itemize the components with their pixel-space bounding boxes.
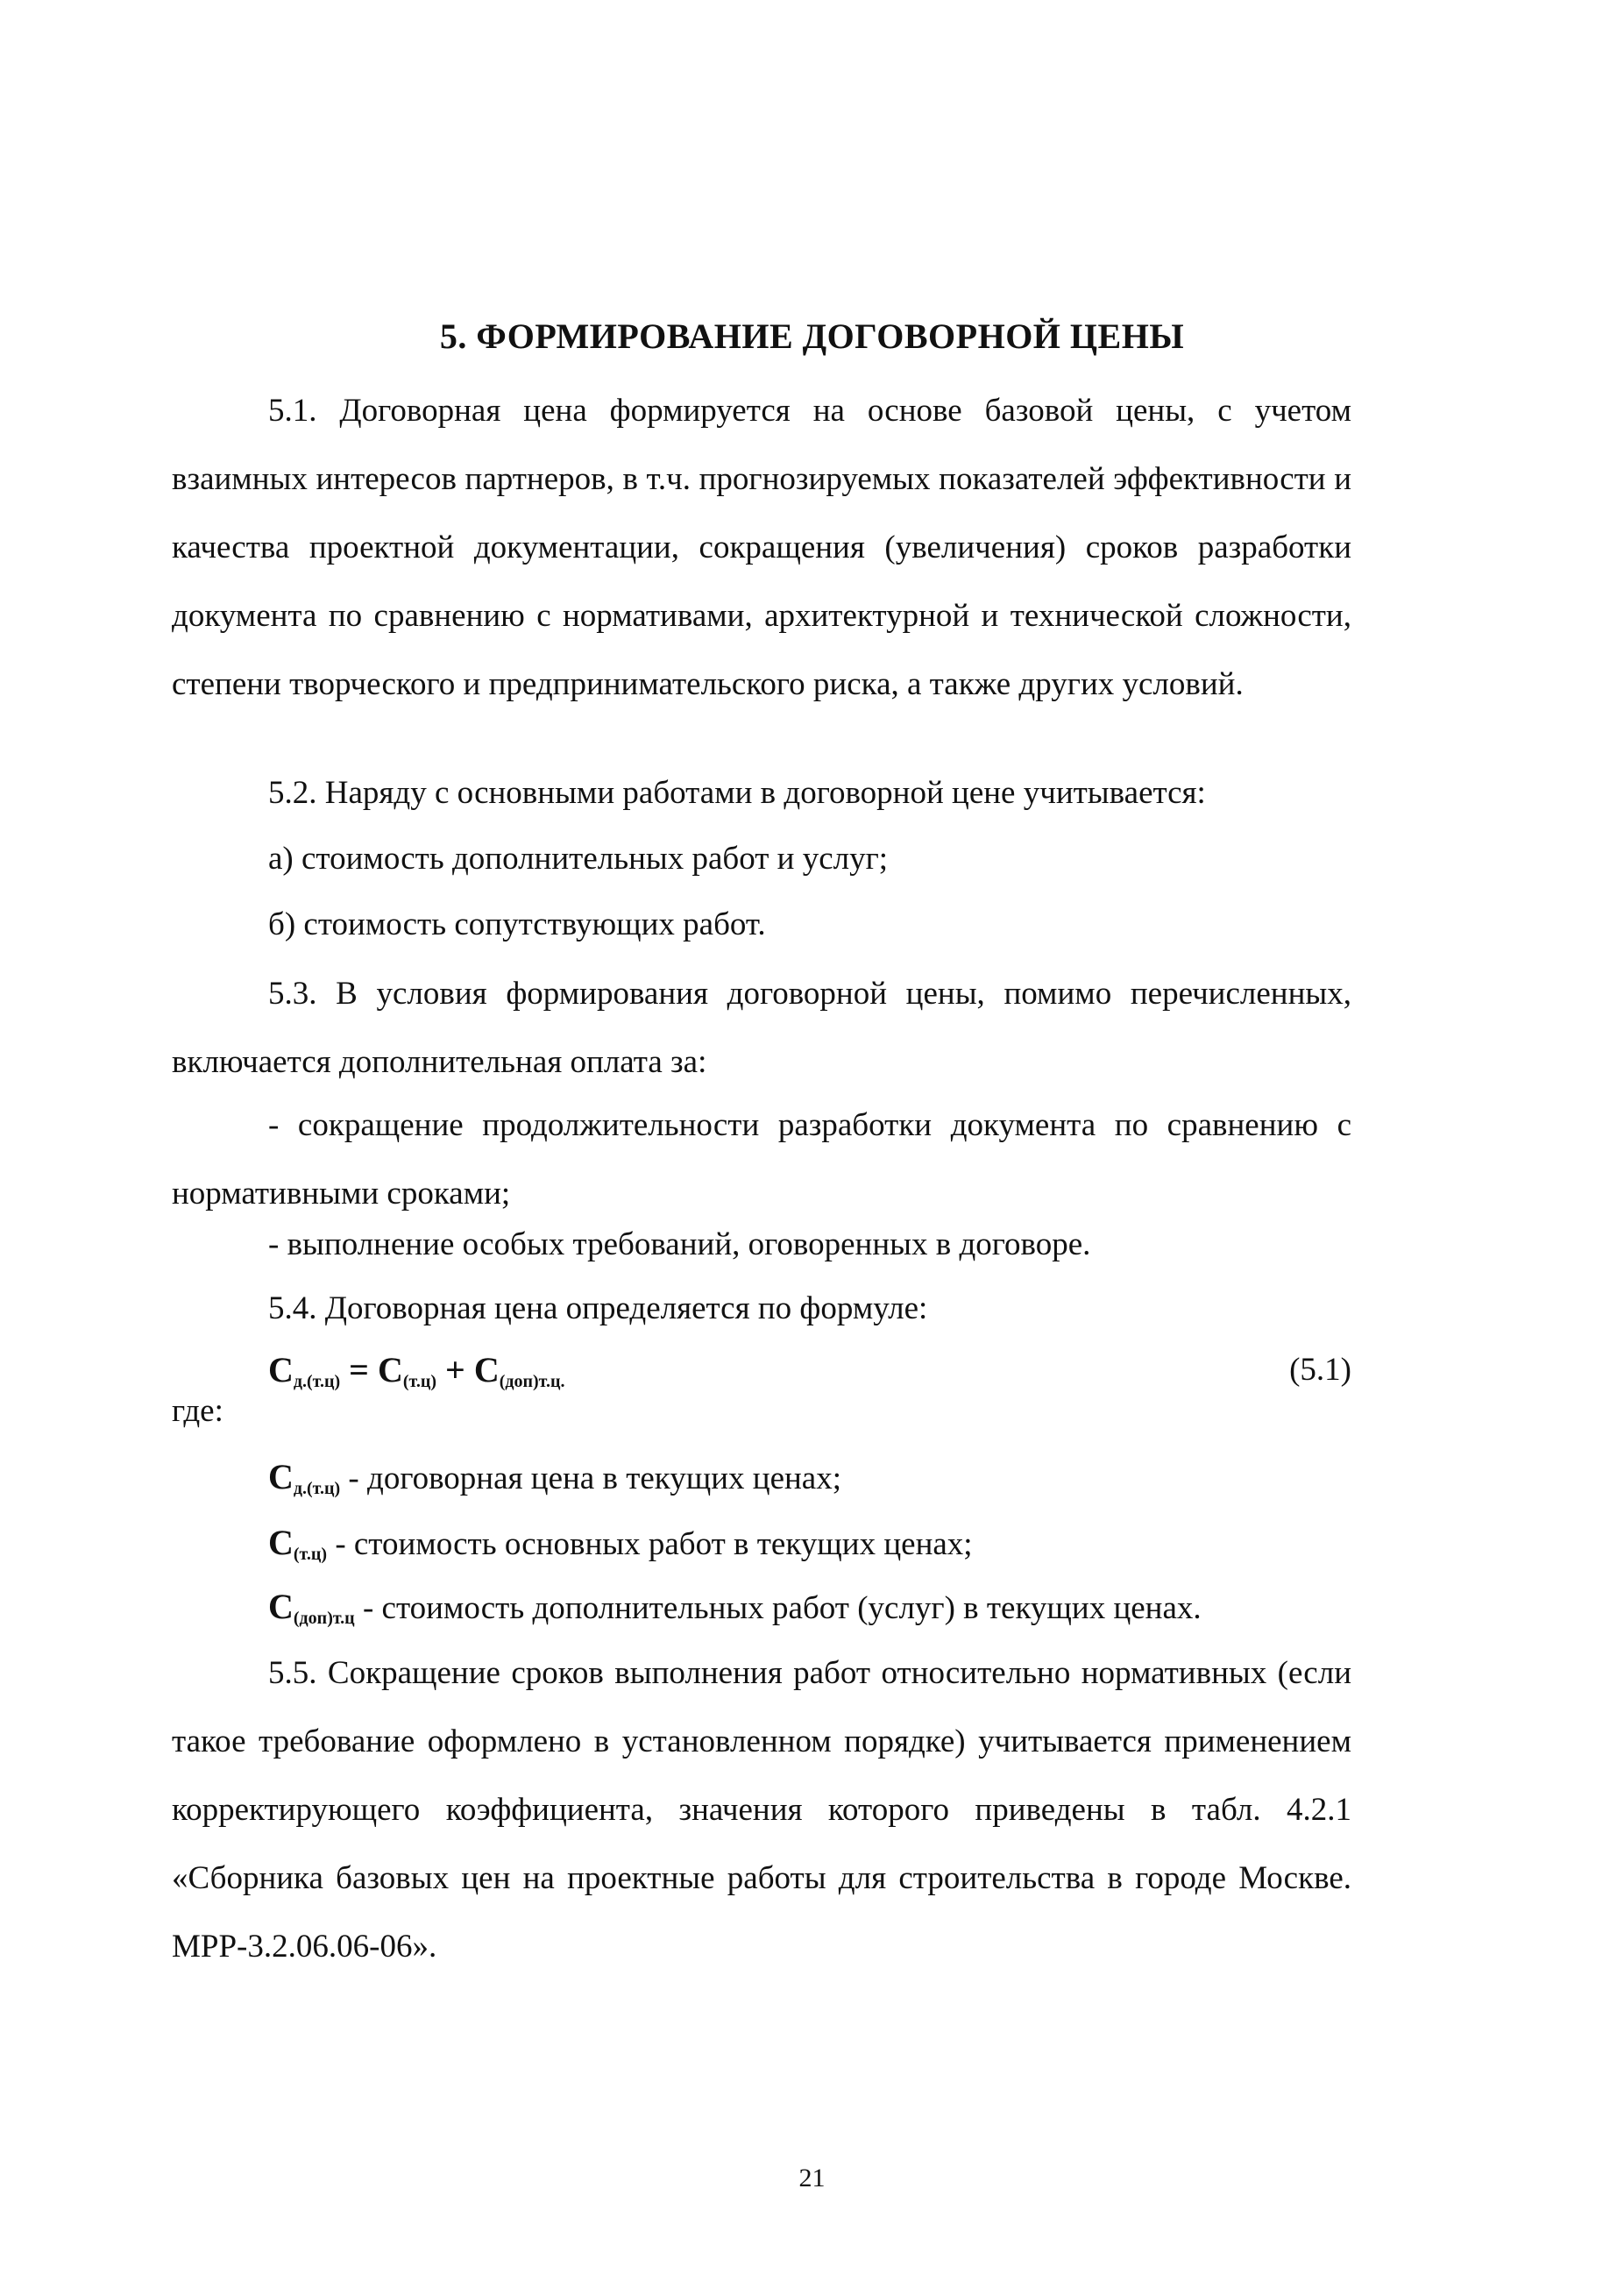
paragraph-5-2: 5.2. Наряду с основными работами в договорной цене учитывается: [268,775,1206,811]
paragraph-5-5: 5.5. Сокращение сроков выполнения работ относительно нормативных (если такое требование оформлено в установленном порядке) учитывается применением корректирующего коэффициента, значения которого приведены в табл. 4.2.1 «Сборника базовых цен на проектные работы для строительства в городе Москве. МРР-3.2.06.06-06». [172,1655,1351,1965]
paragraph-5-4: 5.4. Договорная цена определяется по формуле: [268,1290,928,1326]
definition-additional-works: $С_{(доп)т.ц}$ - стоимость дополнительных работ (услуг) в текущих ценах. [268,1587,1202,1628]
definition-contract-price: $С_{д.(т.ц)}$ - договорная цена в текущих ценах; [268,1457,842,1498]
paragraph-5-3: 5.3. В условия формирования договорной цены, помимо перечисленных, включается дополнительная оплата за: [172,976,1351,1080]
formula-row [268,1348,1351,1403]
page-number: 21 [798,2164,826,2192]
paragraph-5-1: 5.1. Договорная цена формируется на основе базовой цены, с учетом взаимных интересов партнеров, в т.ч. прогнозируемых показателей эффективности и качества проектной документации, сокращения (увеличения) сроков разработки документа по сравнению с нормативами, архитектурной и технической сложности, степени творческого и предпринимательского риска, а также других условий. [172,393,1351,702]
list-item-b: б) стоимость сопутствующих работ. [268,906,766,942]
definition-main-works: $С_{(т.ц)}$ - стоимость основных работ в текущих ценах; [268,1523,973,1564]
list-item-a: а) стоимость дополнительных работ и услуг; [268,841,889,877]
paragraph-5-3-item-1: - сокращение продолжительности разработки документа по сравнению с нормативными сроками; [172,1107,1351,1212]
equation-number: (5.1) [1289,1352,1351,1388]
paragraph-5-3-item-2: - выполнение особых требований, оговоренных в договоре. [268,1226,1091,1262]
formula: $С_{д.(т.ц)} = С_{(т.ц)} + С_{(доп)т.ц.}$ [268,1350,565,1391]
where-label: где: [172,1393,223,1429]
section-heading: 5. ФОРМИРОВАНИЕ ДОГОВОРНОЙ ЦЕНЫ [439,316,1185,356]
